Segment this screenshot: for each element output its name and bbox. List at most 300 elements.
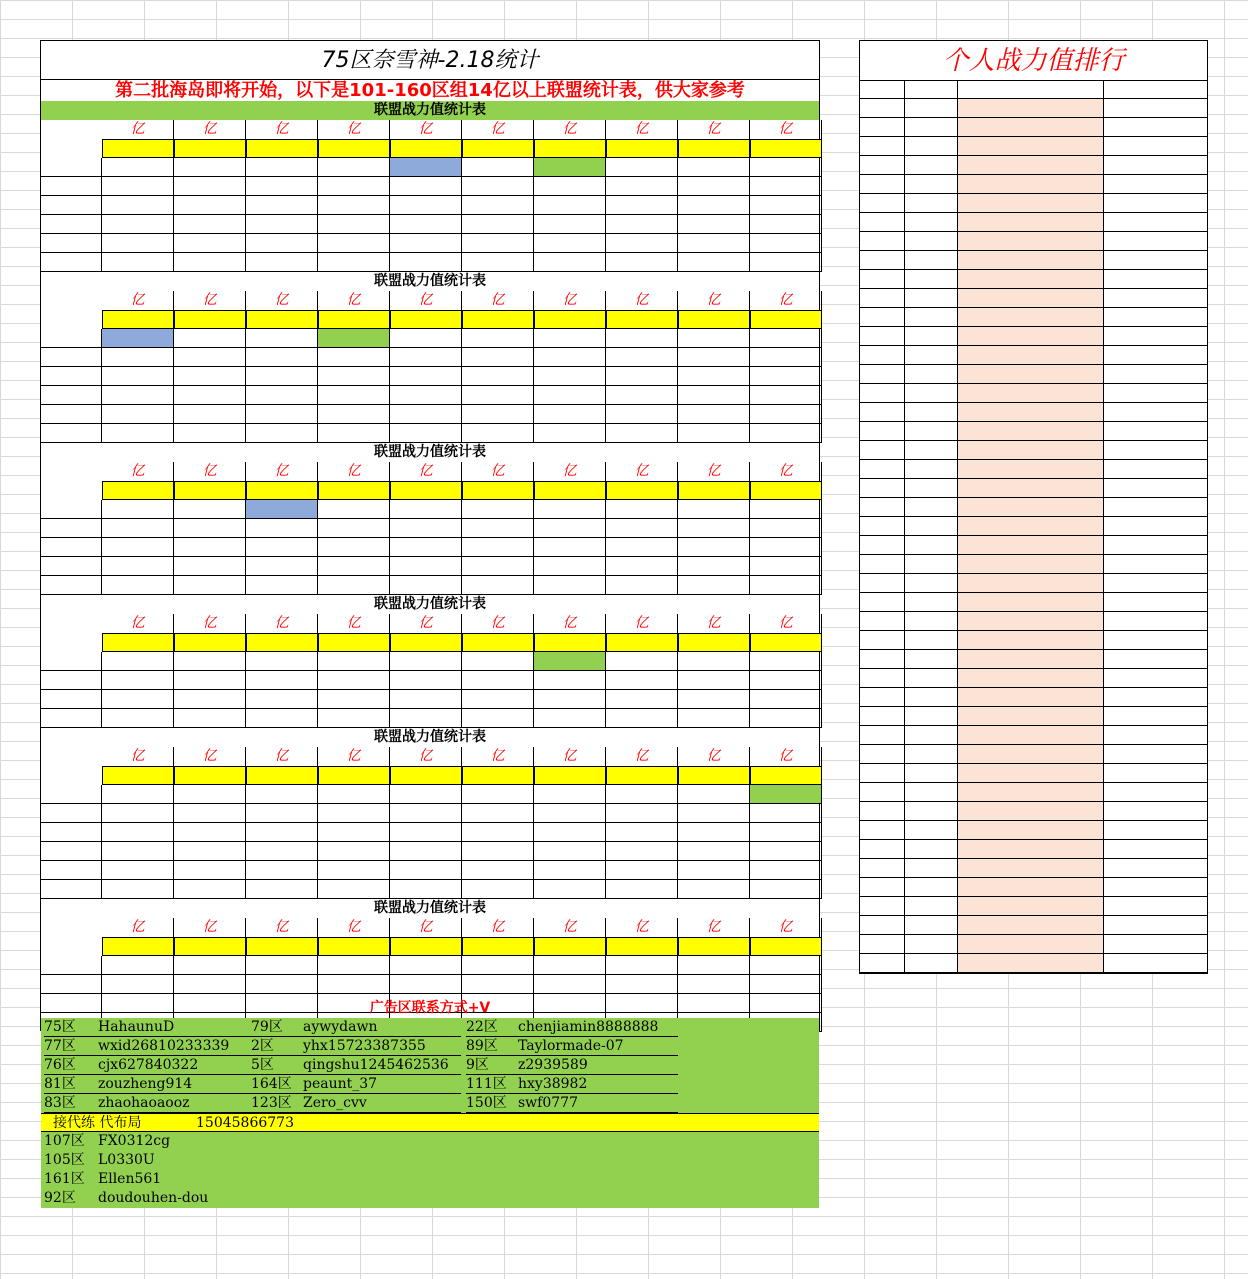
player-name (958, 384, 1104, 403)
alliance-label (41, 671, 102, 690)
power-value (462, 253, 534, 272)
unit-label: 亿 (462, 120, 534, 139)
alliance-label (41, 880, 102, 899)
zone-header (678, 481, 750, 500)
power-value (246, 842, 318, 861)
ad-wechat-id: zhaohaoaooz (98, 1095, 190, 1111)
ad-extra-contacts (41, 1132, 819, 1208)
rank-number (860, 365, 905, 384)
power-value (390, 804, 462, 823)
unit-label: 亿 (102, 462, 174, 481)
rank-zone (905, 403, 958, 422)
zone-header (174, 481, 246, 500)
player-name (958, 897, 1104, 916)
rank-number (860, 593, 905, 612)
power-value (750, 557, 822, 576)
unit-label: 亿 (318, 291, 390, 310)
unit-label: 亿 (462, 291, 534, 310)
unit-label: 亿 (174, 291, 246, 310)
power-value (102, 177, 174, 196)
ad-entry (44, 1151, 344, 1170)
power-value (1104, 479, 1207, 498)
unit-label: 亿 (534, 291, 606, 310)
power-value (102, 671, 174, 690)
section-title: 联盟战力值统计表 (374, 900, 486, 916)
power-value (750, 823, 822, 842)
power-value (678, 538, 750, 557)
power-value (1104, 403, 1207, 422)
section-title: 联盟战力值统计表 (374, 273, 486, 289)
rank-zone (905, 897, 958, 916)
rank-number (860, 745, 905, 764)
player-name (958, 783, 1104, 802)
power-value (678, 196, 750, 215)
power-value (750, 804, 822, 823)
power-value (750, 576, 822, 595)
power-value (390, 538, 462, 557)
unit-label: 亿 (174, 462, 246, 481)
alliance-label (41, 405, 102, 424)
rank-zone (905, 384, 958, 403)
power-value (534, 880, 606, 899)
power-value (390, 215, 462, 234)
zone-header (750, 766, 822, 785)
power-value (1104, 99, 1207, 118)
zone-header (318, 481, 390, 500)
zone-header (750, 139, 822, 158)
power-value (750, 975, 822, 994)
power-value (750, 215, 822, 234)
power-value (246, 215, 318, 234)
power-value (750, 348, 822, 367)
power-value (1104, 935, 1207, 954)
unit-label: 亿 (318, 918, 390, 937)
power-value (174, 652, 246, 671)
ad-wechat-id: qingshu1245462536 (303, 1057, 449, 1073)
power-value (390, 557, 462, 576)
power-value (1104, 460, 1207, 479)
rank-number (860, 859, 905, 878)
power-value (606, 671, 678, 690)
power-value (102, 253, 174, 272)
unit-label: 亿 (750, 291, 822, 310)
power-value (1104, 783, 1207, 802)
power-value (534, 158, 606, 177)
power-value (318, 690, 390, 709)
player-name (958, 745, 1104, 764)
alliance-label (41, 215, 102, 234)
zone-header (246, 139, 318, 158)
power-value (102, 367, 174, 386)
power-value (462, 424, 534, 443)
power-value (174, 671, 246, 690)
rank-number (860, 194, 905, 213)
power-value (246, 671, 318, 690)
zone-header (534, 310, 606, 329)
power-value (462, 158, 534, 177)
power-value (534, 690, 606, 709)
power-value (174, 367, 246, 386)
power-value (678, 158, 750, 177)
power-value (462, 348, 534, 367)
zone-header (678, 766, 750, 785)
power-value (678, 177, 750, 196)
power-value (750, 196, 822, 215)
ad-zone: 79区 (251, 1019, 283, 1035)
rank-zone (905, 726, 958, 745)
power-value (390, 386, 462, 405)
ad-wechat-id: cjx627840322 (98, 1057, 199, 1073)
ranking-title: 个人战力值排行 (942, 46, 1125, 76)
power-value (174, 956, 246, 975)
power-value (390, 823, 462, 842)
power-value (462, 329, 534, 348)
power-value (174, 576, 246, 595)
power-value (678, 329, 750, 348)
rank-number (860, 669, 905, 688)
rank-number (860, 802, 905, 821)
player-name (958, 821, 1104, 840)
rank-zone (905, 137, 958, 156)
power-value (390, 158, 462, 177)
rank-zone (905, 612, 958, 631)
power-value (102, 519, 174, 538)
unit-label: 亿 (390, 120, 462, 139)
unit-label: 亿 (390, 462, 462, 481)
power-value (462, 177, 534, 196)
zone-header (462, 310, 534, 329)
power-value (174, 500, 246, 519)
unit-label: 亿 (174, 120, 246, 139)
power-value (1104, 954, 1207, 973)
zone-header (390, 310, 462, 329)
alliance-label (41, 709, 102, 728)
ad-zone: 123区 (251, 1095, 292, 1111)
power-value (678, 804, 750, 823)
ad-wechat-id: chenjiamin8888888 (518, 1019, 659, 1035)
power-value (246, 557, 318, 576)
player-name (958, 251, 1104, 270)
unit-label: 亿 (246, 291, 318, 310)
power-value (1104, 346, 1207, 365)
unit-label: 亿 (606, 291, 678, 310)
power-value (174, 386, 246, 405)
power-value (174, 975, 246, 994)
power-value (750, 709, 822, 728)
zone-header (318, 766, 390, 785)
alliance-label (41, 823, 102, 842)
power-value (174, 709, 246, 728)
power-value (318, 348, 390, 367)
power-value (390, 348, 462, 367)
player-name (958, 840, 1104, 859)
power-value (750, 253, 822, 272)
zone-header (102, 139, 174, 158)
alliance-label (41, 253, 102, 272)
ad-entry (466, 1056, 678, 1075)
power-value (534, 367, 606, 386)
power-value (102, 975, 174, 994)
rank-zone (905, 555, 958, 574)
player-name (958, 650, 1104, 669)
power-value (318, 823, 390, 842)
player-name (958, 479, 1104, 498)
power-value (246, 880, 318, 899)
power-value (102, 386, 174, 405)
ad-entry (466, 1018, 678, 1037)
player-name (958, 308, 1104, 327)
unit-label: 亿 (390, 614, 462, 633)
alliance-label (41, 576, 102, 595)
zone-header (390, 481, 462, 500)
power-value (318, 975, 390, 994)
power-value (606, 500, 678, 519)
rank-number (860, 555, 905, 574)
player-name (958, 232, 1104, 251)
power-value (462, 519, 534, 538)
player-name (958, 327, 1104, 346)
zone-header (606, 310, 678, 329)
player-name (958, 137, 1104, 156)
rank-number (860, 213, 905, 232)
alliance-label (41, 196, 102, 215)
player-name (958, 118, 1104, 137)
power-value (534, 861, 606, 880)
power-value (534, 177, 606, 196)
power-value (102, 861, 174, 880)
power-value (534, 329, 606, 348)
rank-zone (905, 802, 958, 821)
unit-label: 亿 (750, 120, 822, 139)
ad-zone: 107区 (44, 1133, 85, 1149)
power-value (462, 804, 534, 823)
power-value (678, 880, 750, 899)
power-value (390, 576, 462, 595)
power-value (1104, 897, 1207, 916)
rank-zone (905, 878, 958, 897)
power-value (390, 196, 462, 215)
alliance-label (41, 690, 102, 709)
power-value (318, 367, 390, 386)
rank-number (860, 631, 905, 650)
power-value (1104, 574, 1207, 593)
power-value (678, 215, 750, 234)
unit-label: 亿 (102, 747, 174, 766)
zone-header (750, 310, 822, 329)
zone-header (678, 937, 750, 956)
zone-header (462, 937, 534, 956)
service-label: 接代练 代布局 (53, 1115, 142, 1131)
power-value (102, 405, 174, 424)
ad-wechat-id: doudouhen-dou (98, 1190, 209, 1206)
power-value (606, 329, 678, 348)
ad-zone: 76区 (44, 1057, 76, 1073)
power-value (462, 557, 534, 576)
rank-zone (905, 270, 958, 289)
power-value (606, 234, 678, 253)
player-name (958, 669, 1104, 688)
power-value (1104, 327, 1207, 346)
power-value (318, 234, 390, 253)
power-value (318, 196, 390, 215)
section-title: 联盟战力值统计表 (374, 729, 486, 745)
zone-header (606, 633, 678, 652)
power-value (1104, 650, 1207, 669)
unit-label: 亿 (534, 918, 606, 937)
power-value (174, 234, 246, 253)
power-value (1104, 688, 1207, 707)
player-name (958, 954, 1104, 973)
power-value (1104, 669, 1207, 688)
rank-zone (905, 156, 958, 175)
rank-number (860, 118, 905, 137)
power-value (318, 557, 390, 576)
rank-zone (905, 840, 958, 859)
ad-zone: 75区 (44, 1019, 76, 1035)
power-value (102, 880, 174, 899)
power-value (678, 348, 750, 367)
power-value (678, 405, 750, 424)
ad-entry (251, 1075, 461, 1094)
alliance-label (41, 557, 102, 576)
ad-zone: 81区 (44, 1076, 76, 1092)
power-value (1104, 289, 1207, 308)
ad-zone: 2区 (251, 1038, 274, 1054)
unit-label: 亿 (462, 918, 534, 937)
player-name (958, 536, 1104, 555)
power-value (390, 519, 462, 538)
rank-number (860, 175, 905, 194)
rank-number (860, 916, 905, 935)
power-value (390, 785, 462, 804)
rank-number (860, 422, 905, 441)
power-value (534, 956, 606, 975)
power-value (462, 956, 534, 975)
ad-entry (251, 1037, 461, 1056)
power-value (606, 861, 678, 880)
rank-zone (905, 213, 958, 232)
power-value (102, 215, 174, 234)
power-value (534, 709, 606, 728)
rank-number (860, 479, 905, 498)
power-value (750, 367, 822, 386)
unit-label: 亿 (750, 918, 822, 937)
power-value (246, 196, 318, 215)
power-value (102, 576, 174, 595)
unit-label: 亿 (318, 614, 390, 633)
power-value (678, 709, 750, 728)
alliance-label (41, 652, 102, 671)
ad-zone: 5区 (251, 1057, 274, 1073)
alliance-label (41, 956, 102, 975)
unit-label: 亿 (534, 747, 606, 766)
rank-number (860, 878, 905, 897)
alliance-label (41, 329, 102, 348)
power-value (390, 671, 462, 690)
power-value (462, 405, 534, 424)
zone-header (678, 310, 750, 329)
unit-label: 亿 (462, 747, 534, 766)
rank-zone (905, 327, 958, 346)
power-value (318, 329, 390, 348)
power-value (462, 367, 534, 386)
power-value (1104, 878, 1207, 897)
power-value (534, 215, 606, 234)
unit-label: 亿 (606, 918, 678, 937)
power-value (534, 253, 606, 272)
player-name (958, 574, 1104, 593)
power-value (1104, 707, 1207, 726)
power-value (318, 709, 390, 728)
ad-wechat-id: HahaunuD (98, 1019, 175, 1035)
rank-header (1104, 80, 1207, 99)
zone-header (102, 633, 174, 652)
power-value (1104, 593, 1207, 612)
power-value (750, 880, 822, 899)
zone-header (318, 310, 390, 329)
power-value (246, 538, 318, 557)
power-value (1104, 175, 1207, 194)
unit-label: 亿 (246, 614, 318, 633)
power-value (678, 234, 750, 253)
rank-zone (905, 517, 958, 536)
power-value (174, 690, 246, 709)
ad-entry (44, 1018, 254, 1037)
power-value (750, 538, 822, 557)
player-name (958, 707, 1104, 726)
power-value (246, 158, 318, 177)
power-value (174, 842, 246, 861)
ad-entry (44, 1132, 344, 1151)
unit-label: 亿 (534, 462, 606, 481)
unit-label: 亿 (246, 120, 318, 139)
unit-label: 亿 (678, 747, 750, 766)
power-value (750, 690, 822, 709)
zone-header (606, 766, 678, 785)
zone-header (534, 937, 606, 956)
power-value (1104, 422, 1207, 441)
ad-zone: 150区 (466, 1095, 507, 1111)
unit-label: 亿 (318, 747, 390, 766)
power-value (390, 975, 462, 994)
power-value (318, 386, 390, 405)
power-value (246, 500, 318, 519)
ad-wechat-id: Taylormade-07 (518, 1038, 624, 1054)
rank-number (860, 897, 905, 916)
power-value (174, 519, 246, 538)
rank-number (860, 289, 905, 308)
power-value (174, 177, 246, 196)
unit-label: 亿 (102, 918, 174, 937)
ad-contacts (41, 1018, 819, 1113)
power-value (174, 329, 246, 348)
power-value (390, 880, 462, 899)
player-name (958, 441, 1104, 460)
power-value (678, 557, 750, 576)
power-value (606, 652, 678, 671)
zone-header (102, 766, 174, 785)
power-value (318, 652, 390, 671)
alliance-label (41, 785, 102, 804)
power-value (606, 690, 678, 709)
power-value (1104, 137, 1207, 156)
zone-header (750, 937, 822, 956)
power-value (102, 424, 174, 443)
rank-zone (905, 859, 958, 878)
power-value (390, 424, 462, 443)
power-value (678, 519, 750, 538)
ad-zone: 92区 (44, 1190, 76, 1206)
